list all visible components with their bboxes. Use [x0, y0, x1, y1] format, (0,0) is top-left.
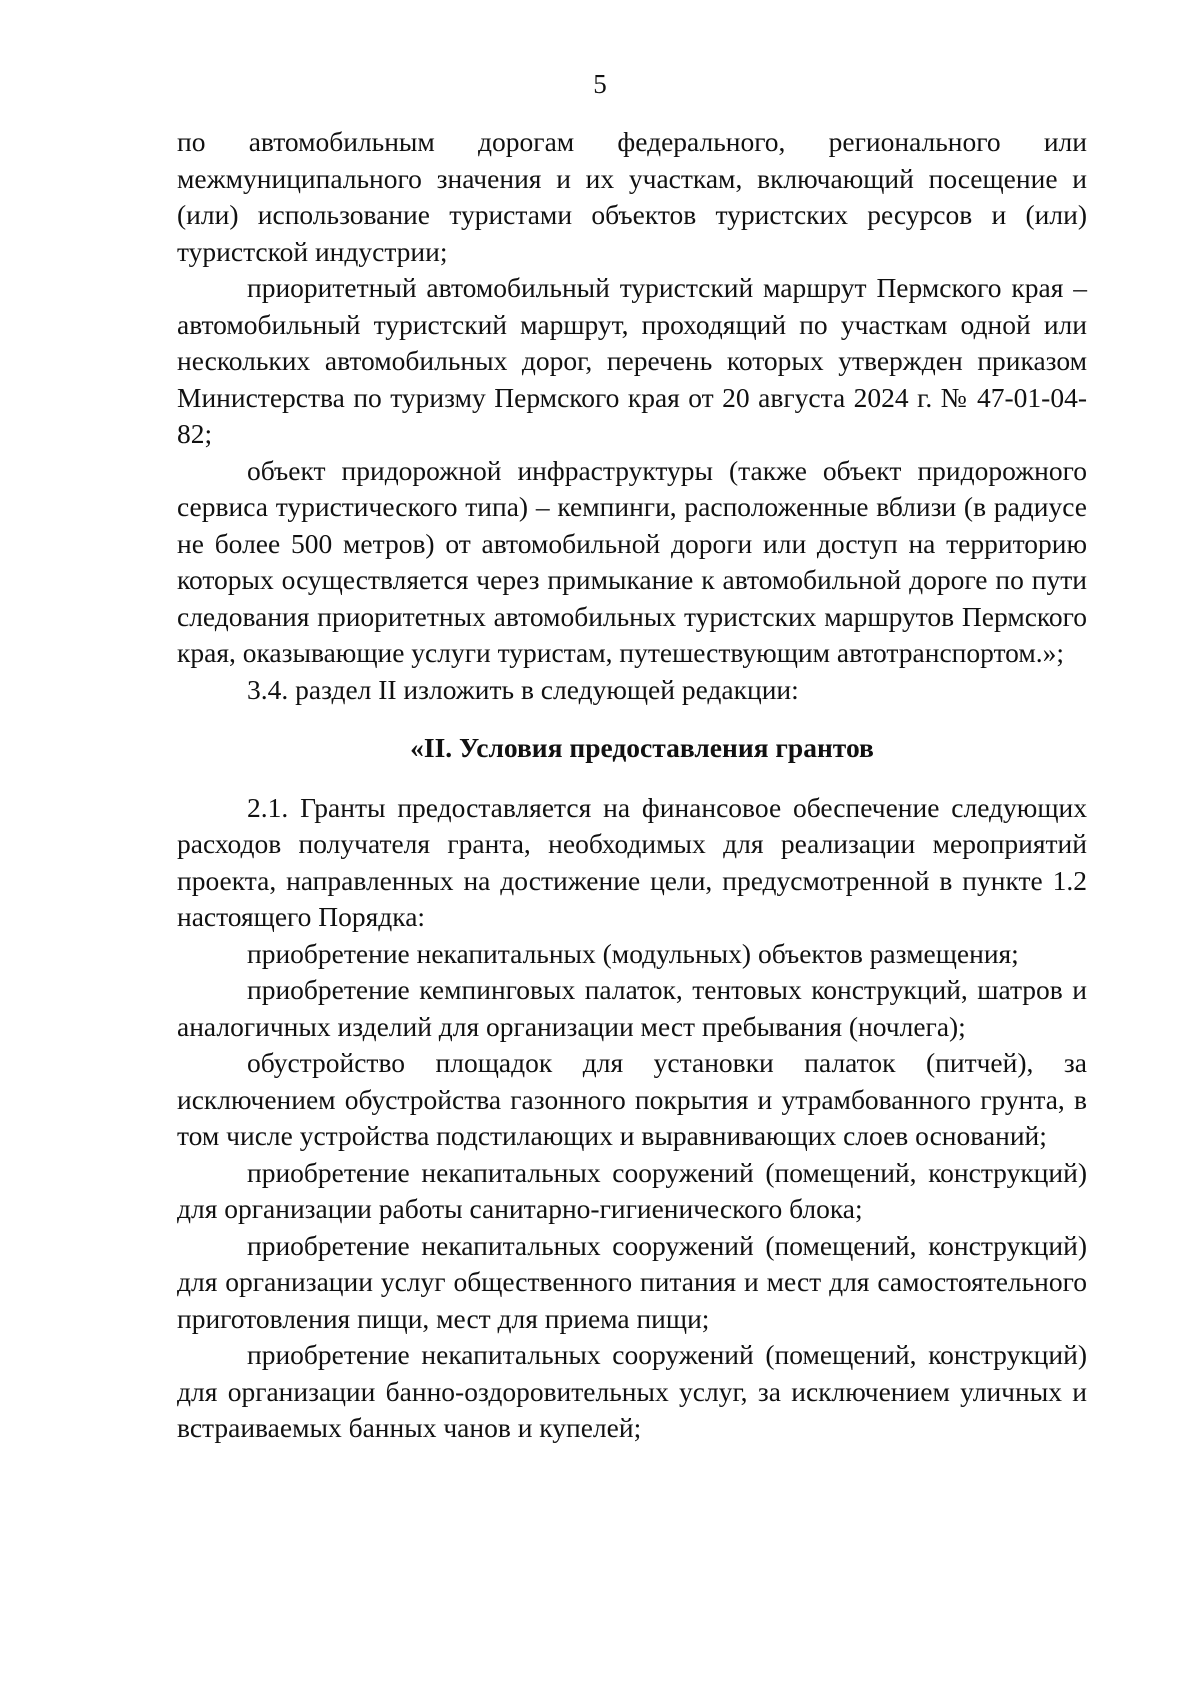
list-item-tent-pitches: обустройство площадок для установки палаток (питчей), за исключением обустройства газонного покрытия и утрамбованного грунта, в том числе устройства подстилающих и выравнивающих слоев оснований;	[177, 1047, 1087, 1151]
paragraph-2-1: 2.1. Гранты предоставляется на финансовое обеспечение следующих расходов получателя гранта, необходимых для реализации мероприятий проекта, направленных на достижение цели, предусмотренной в пункте 1.2 настоящего Порядка:	[177, 791, 1087, 932]
paragraph-amendment-3-4: 3.4. раздел II изложить в следующей редакции:	[247, 673, 799, 705]
list-item-bath-services: приобретение некапитальных сооружений (помещений, конструкций) для организации банно-оздоровительных услуг, за исключением уличных и встраиваемых банных чанов и купелей;	[177, 1339, 1087, 1443]
paragraph-priority-route: приоритетный автомобильный туристский маршрут Пермского края – автомобильный туристский маршрут, проходящий по участкам одной или нескольких автомобильных дорог, перечень которых утвержден приказом Министерства по туризму Пермского края от 20 августа 2024 г. № 47-01-04-82;	[177, 272, 1087, 449]
section-heading: «II. Условия предоставления грантов	[410, 732, 874, 763]
list-item-modular-objects: приобретение некапитальных (модульных) объектов размещения;	[247, 937, 1019, 969]
list-item-catering: приобретение некапитальных сооружений (помещений, конструкций) для организации услуг общественного питания и мест для самостоятельного приготовления пищи, мест для приема пищи;	[177, 1229, 1087, 1334]
page-number: 5	[593, 69, 607, 99]
document-body	[177, 124, 1087, 1447]
list-item-sanitary-block: приобретение некапитальных сооружений (помещений, конструкций) для организации работы санитарно-гигиенического блока;	[177, 1156, 1087, 1224]
paragraph-continuation: по автомобильным дорогам федерального, регионального или межмуниципального значения и их участкам, включающий посещение и (или) использование туристами объектов туристских ресурсов и (или) туристской индустрии;	[177, 126, 1087, 267]
list-item-camping-tents: приобретение кемпинговых палаток, тентовых конструкций, шатров и аналогичных изделий для организации мест пребывания (ночлега);	[177, 974, 1087, 1042]
paragraph-roadside-infrastructure: объект придорожной инфраструктуры (также объект придорожного сервиса туристического типа) – кемпинги, расположенные вблизи (в радиусе не более 500 метров) от автомобильной дороги или доступ на территорию которых осуществляется через примыкание к автомобильной дороге по пути следования приоритетных автомобильных туристских маршрутов Пермского края, оказывающие услуги туристам, путешествующим автотранспортом.»;	[177, 454, 1087, 668]
